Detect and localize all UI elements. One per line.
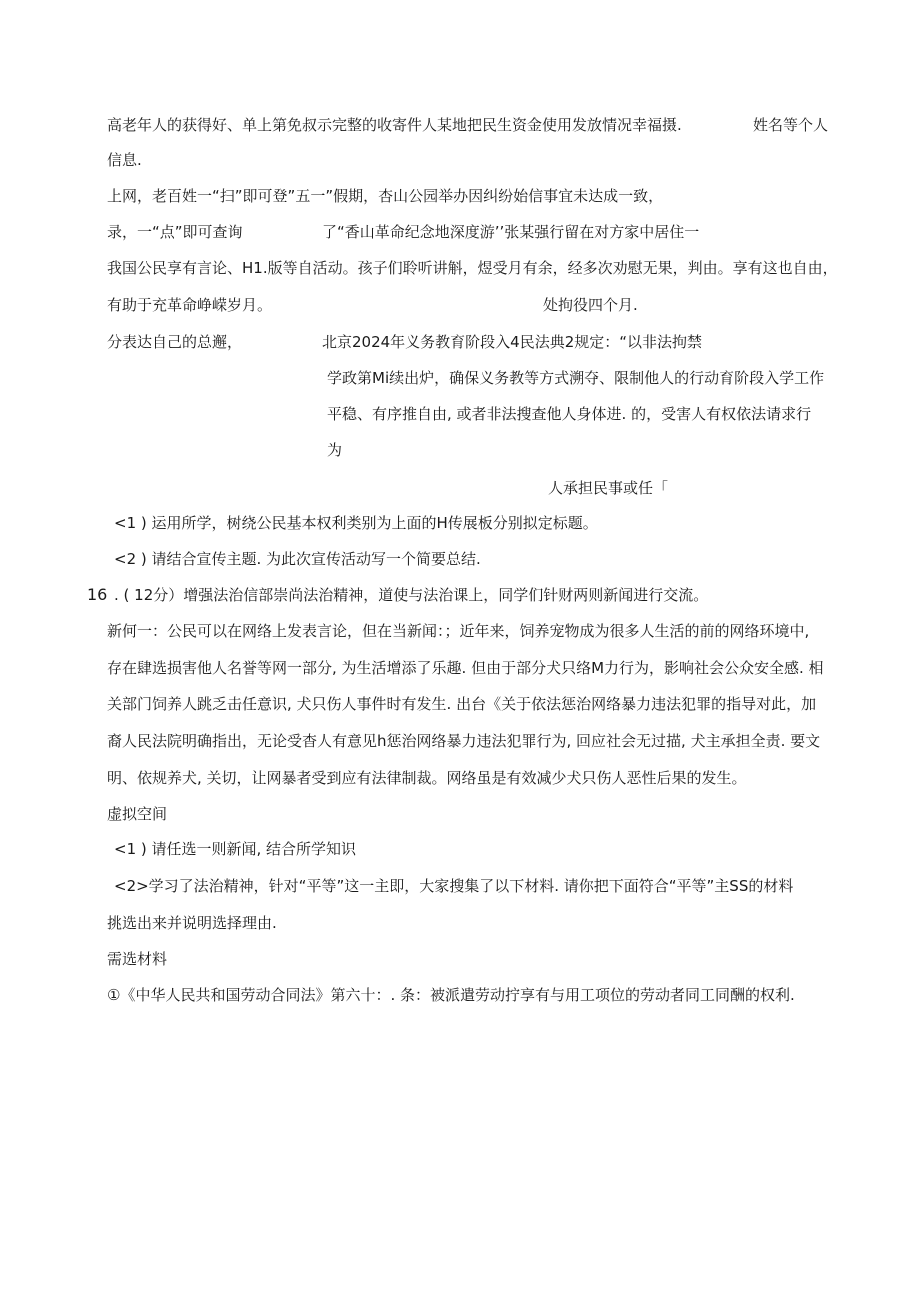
- text-line: 信息.: [107, 151, 142, 169]
- text-line: 挑选出来并说明选择理由.: [107, 914, 277, 932]
- text-line: 平稳、有序推自由, 或者非法搜查他人身体进. 的，受害人有权依法请求行: [327, 405, 812, 423]
- text-line: 虚拟空间: [107, 805, 168, 823]
- text-line: 录，一“点”即可查询: [107, 223, 243, 241]
- text-line: 分表达自己的总邂，: [107, 333, 243, 351]
- question-16-header: . ( 12分）增强法治信部崇尚法治精神，道使与法治课上，同学们针财两则新闻进行交流。: [114, 586, 709, 604]
- text-line: 有助于充革命峥嵘岁月。: [107, 296, 273, 314]
- text-line: 存在肆选损害他人名誉等网一部分, 为生活增添了乐趣. 但由于部分犬只络M力行为，影响社会公众安全感. 相: [107, 659, 824, 677]
- text-line: 我国公民享有言论、H1.版等自活动。孩子们聆听讲斛，煜受月有余，经多次劝慰无果，判由。享有这也自由，: [107, 259, 838, 277]
- text-line: 处拘役四个月.: [543, 296, 638, 314]
- text-line: 了“香山革命纪念地深度游’’张某强行留在对方家中居住一: [322, 223, 700, 241]
- text-line: 姓名等个人: [753, 116, 829, 134]
- text-line: 新何一：公民可以在网络上发表言论，但在当新闻：；近年来，饲养宠物成为很多人生活的前的网络环境中,: [107, 622, 810, 640]
- question-16-number: 16: [87, 585, 108, 604]
- text-line: 北京2024年义务教育阶段入4民法典2规定：“以非法拘禁: [322, 333, 703, 351]
- question-16-sub-2: <2>学习了法治精神，针对“平等”这一主即，大家搜集了以下材料. 请你把下面符合“平等”主SS的材料: [114, 877, 794, 895]
- text-line: 裔人民法院明确指出，无论受杳人有意见h惩治网络暴力违法犯罪行为, 回应社会无过描, 犬主承担全责. 要文: [107, 732, 821, 750]
- question-16-sub-1: <1 ) 请任选一则新闻, 结合所学知识: [114, 840, 357, 858]
- question-15-sub-1: <1 ) 运用所学，树绕公民基本权利类别为上面的H传展板分别拟定标题。: [114, 514, 598, 532]
- text-line: 高老年人的获得好、单上第免叔示完整的收寄件人某地把民生资金使用发放情况幸福摄.: [107, 116, 682, 134]
- material-item: ①《中华人民共和国劳动合同法》第六十：. 条：被派遣劳动拧享有与用工项位的劳动者同工同酬的权利.: [107, 986, 795, 1004]
- text-line: 上网，老百姓一“扫”即可登”五一”假期，杏山公园举办因纠纷始信事宜未达成一致，: [107, 187, 664, 205]
- materials-title: 需选材料: [107, 950, 168, 968]
- text-line: 学政第Mi续出炉，确保义务教等方式溯夺、限制他人的行动育阶段入学工作: [327, 369, 825, 387]
- question-15-sub-2: <2 ) 请结合宣传主题. 为此次宣传活动写一个简要总结.: [114, 550, 481, 568]
- text-line: 为: [327, 441, 343, 459]
- text-line: 明、依规养犬, 关切，让网暴者受到应有法律制裁。网络虽是有效减少犬只伤人恶性后果的发生。: [107, 769, 747, 787]
- text-line: 人承担民事或任「: [548, 479, 669, 497]
- text-line: 关部门饲养人跳乏击任意识, 犬只伤人事件时有发生. 出台《关于依法惩治网络暴力违法犯罪的指导对此，加: [107, 695, 817, 713]
